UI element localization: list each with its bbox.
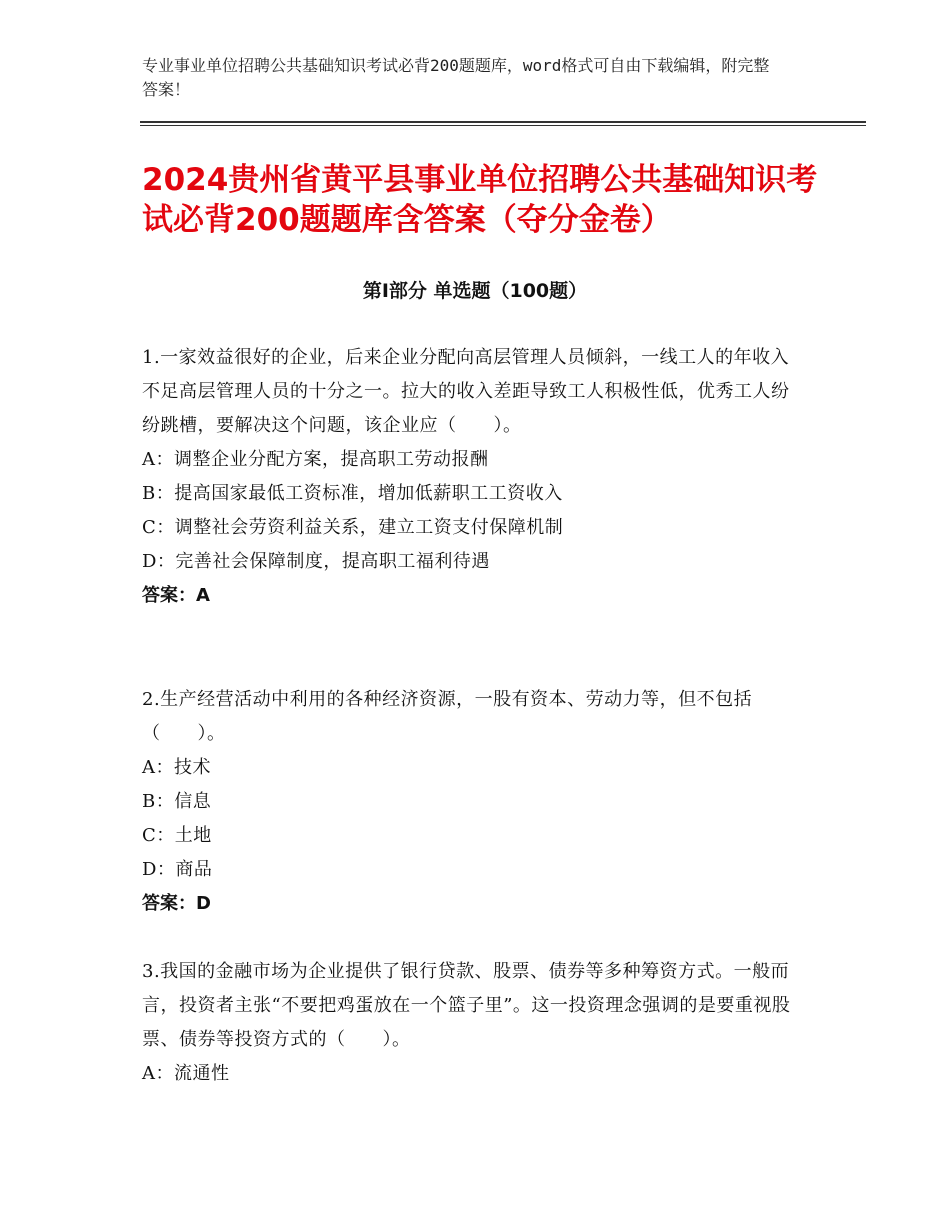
section-title: 第Ⅰ部分 单选题（100题）	[362, 280, 588, 302]
question-1	[142, 341, 802, 613]
question-stem: 1.一家效益很好的企业，后来企业分配向高层管理人员倾斜，一线工人的年收入不足高层管理人员的十分之一。拉大的收入差距导致工人积极性低，优秀工人纷纷跳槽，要解决这个问题，该企业应（ ）。	[142, 347, 790, 436]
header-divider-thin	[140, 125, 866, 126]
answer: 答案：A	[142, 585, 210, 606]
header-note: 专业事业单位招聘公共基础知识考试必背200题题库，word格式可自由下载编辑，附完整答案！	[142, 56, 770, 99]
option-b: B：信息	[142, 791, 212, 812]
document-title: 2024贵州省黄平县事业单位招聘公共基础知识考试必背200题题库含答案（夺分金卷）	[142, 162, 818, 238]
question-2	[142, 683, 802, 921]
option-a: A：调整企业分配方案，提高职工劳动报酬	[142, 449, 489, 470]
option-a: A：技术	[142, 757, 211, 778]
option-b: B：提高国家最低工资标准，增加低薪职工工资收入	[142, 483, 563, 504]
question-stem: 2.生产经营活动中利用的各种经济资源，一股有资本、劳动力等，但不包括（ ）。	[142, 689, 753, 744]
question-stem: 3.我国的金融市场为企业提供了银行贷款、股票、债券等多种筹资方式。一般而言，投资者主张“不要把鸡蛋放在一个篮子里”。这一投资理念强调的是要重视股票、债券等投资方式的（ ）。	[142, 961, 791, 1050]
header-divider	[140, 121, 866, 123]
option-a: A：流通性	[142, 1063, 230, 1084]
option-c: C：土地	[142, 825, 212, 846]
option-d: D：完善社会保障制度，提高职工福利待遇	[142, 551, 490, 572]
question-3	[142, 955, 802, 1091]
option-c: C：调整社会劳资利益关系，建立工资支付保障机制	[142, 517, 564, 538]
option-d: D：商品	[142, 859, 213, 880]
answer: 答案：D	[142, 893, 211, 914]
